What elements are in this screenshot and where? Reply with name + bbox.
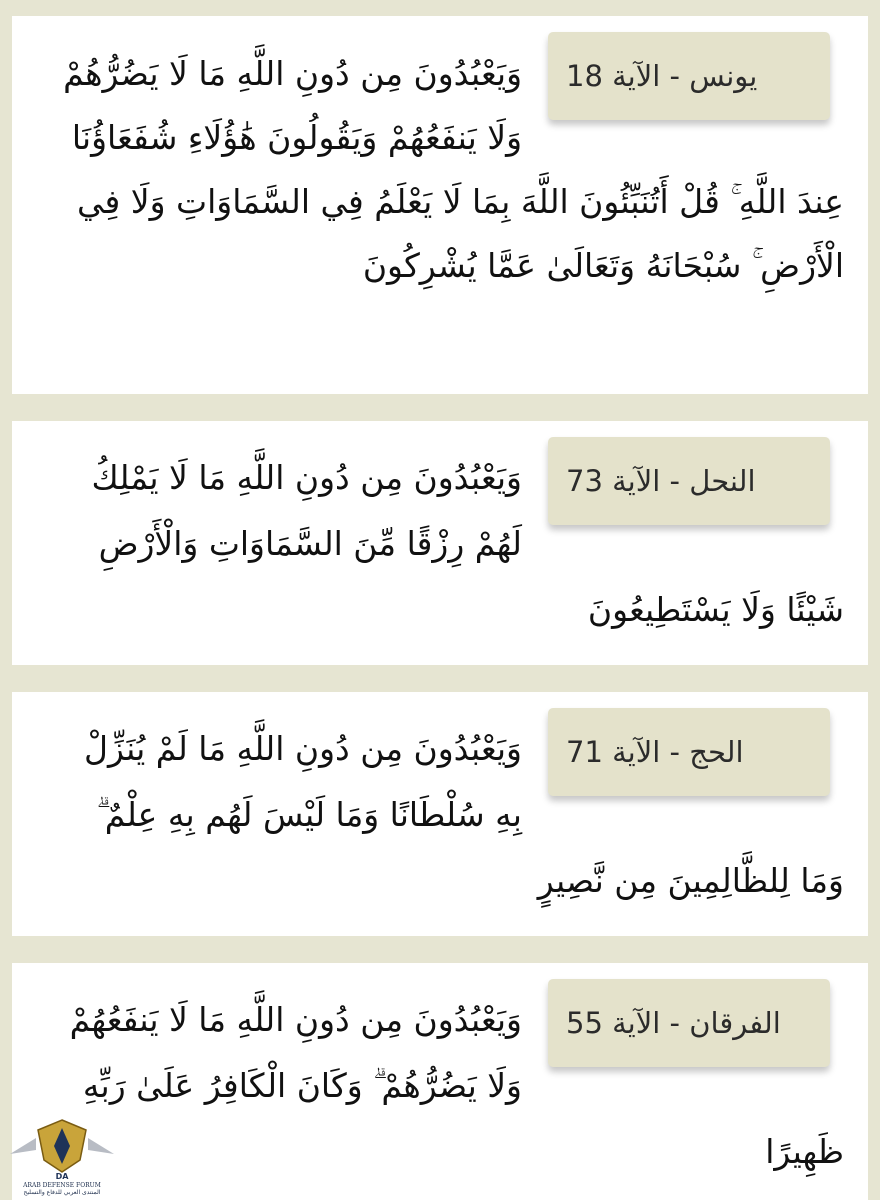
verse-reference: يونس - الآية 18 (566, 59, 758, 93)
verse-reference: النحل - الآية 73 (566, 464, 756, 498)
forum-logo-watermark (6, 1116, 118, 1196)
right-wing-icon (88, 1138, 114, 1154)
verse-reference: الفرقان - الآية 55 (566, 1006, 781, 1040)
logo-name-english: ARAB DEFENSE FORUM (23, 1182, 101, 1189)
verse-reference: الحج - الآية 71 (566, 735, 744, 769)
verse-text: وَيَعْبُدُونَ مِن دُونِ اللَّهِ مَا لَمْ يُنَزِّلْ بِهِ سُلْطَانًا وَمَا لَيْسَ لَهُم بِهِ عِلْمٌ ۗ وَمَا لِلظَّالِمِينَ مِن نَّصِيرٍ (83, 729, 844, 900)
left-wing-icon (10, 1138, 36, 1154)
verse-reference-tag (548, 437, 830, 525)
verse-reference-tag (548, 979, 830, 1067)
verse-card-yunus (12, 16, 868, 394)
verse-text: وَيَعْبُدُونَ مِن دُونِ اللَّهِ مَا لَا يَضُرُّهُمْ وَلَا يَنفَعُهُمْ وَيَقُولُونَ هَٰؤُلَاءِ شُفَعَاؤُنَا عِندَ اللَّهِ ۚ قُلْ أَتُنَبِّئُونَ اللَّهَ بِمَا لَا يَعْلَمُ فِي السَّمَاوَاتِ وَلَا فِي الْأَرْضِ ۚ سُبْحَانَهُ وَتَعَالَىٰ عَمَّا يُشْرِكُونَ (63, 54, 844, 285)
verse-text: وَيَعْبُدُونَ مِن دُونِ اللَّهِ مَا لَا يَنفَعُهُمْ وَلَا يَضُرُّهُمْ ۗ وَكَانَ الْكَافِرُ عَلَىٰ رَبِّهِ ظَهِيرًا (69, 1000, 844, 1171)
verse-reference-tag (548, 708, 830, 796)
verse-card-furqan (12, 963, 868, 1200)
verse-card-hajj (12, 692, 868, 936)
logo-badge: DA (55, 1172, 69, 1181)
verse-text: وَيَعْبُدُونَ مِن دُونِ اللَّهِ مَا لَا يَمْلِكُ لَهُمْ رِزْقًا مِّنَ السَّمَاوَاتِ وَالْأَرْضِ شَيْئًا وَلَا يَسْتَطِيعُونَ (91, 458, 844, 629)
verse-reference-tag (548, 32, 830, 120)
verse-card-nahl (12, 421, 868, 665)
logo-name-arabic: المنتدى العربي للدفاع والتسليح (23, 1189, 101, 1196)
